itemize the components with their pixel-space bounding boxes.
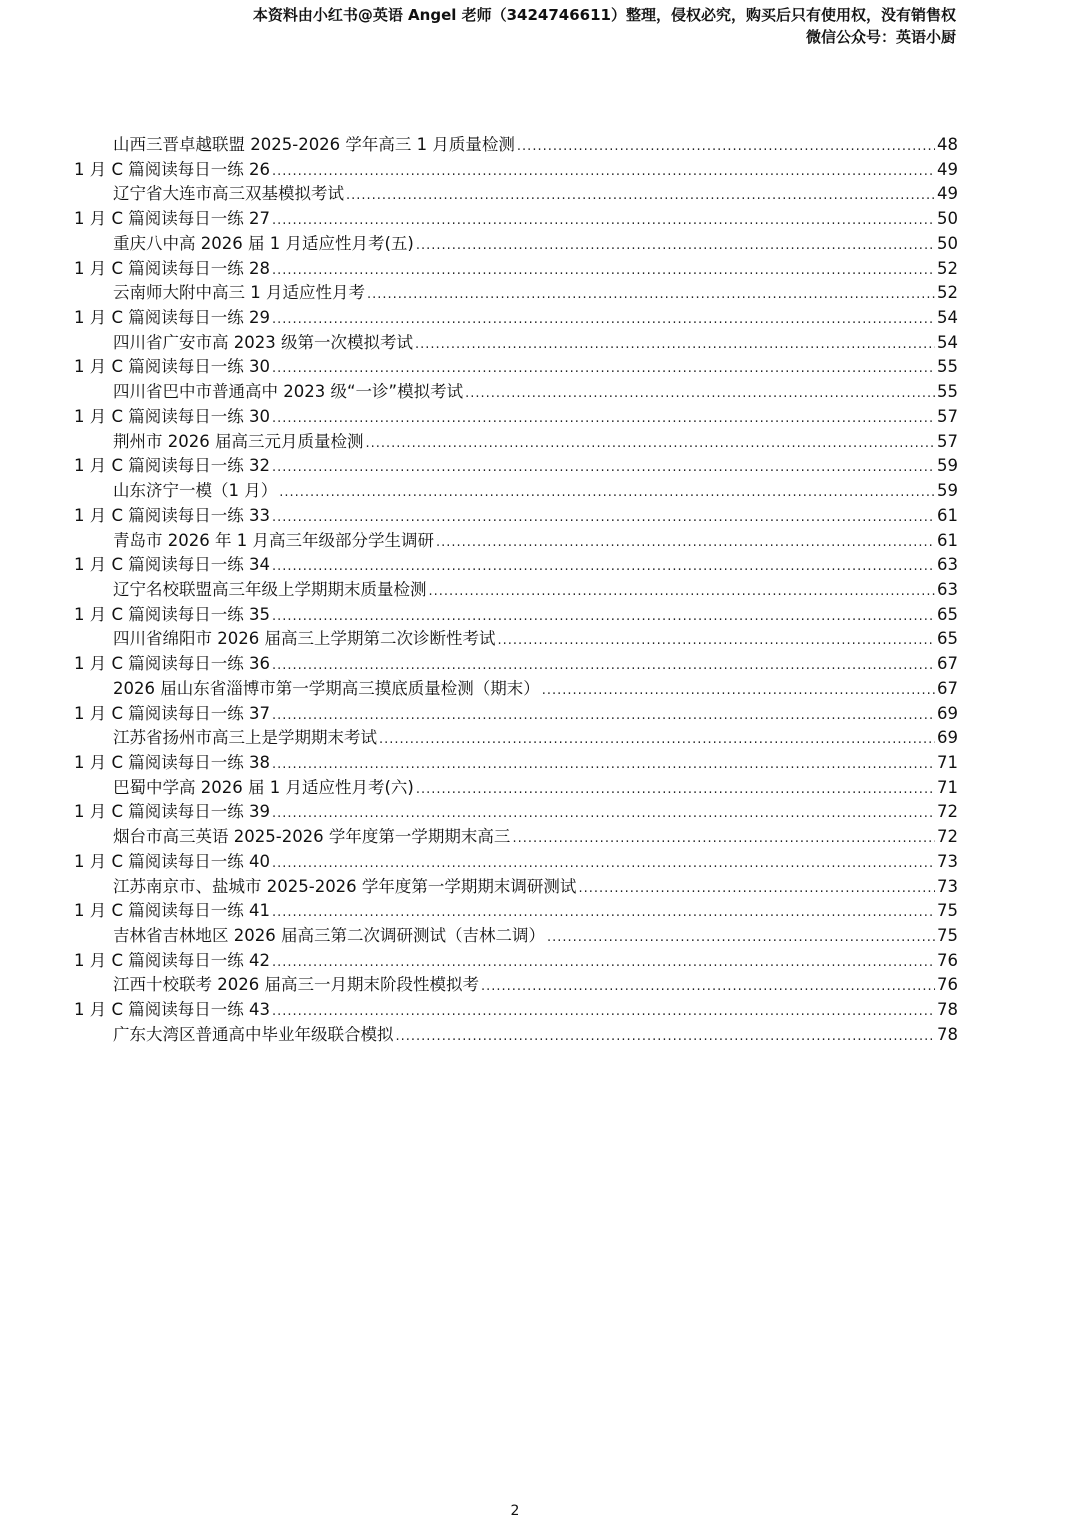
toc-entry-chapter[interactable] xyxy=(74,452,958,477)
toc-entry-section[interactable] xyxy=(74,527,958,552)
toc-dot-leader xyxy=(272,856,935,871)
toc-entry-page: 69 xyxy=(937,703,958,723)
toc-entry-title: 四川省巴中市普通高中 2023 级“一诊”模拟考试 xyxy=(113,382,464,402)
toc-entry-section[interactable] xyxy=(74,230,958,255)
toc-dot-leader xyxy=(272,658,935,673)
toc-dot-leader xyxy=(272,708,935,723)
toc-entry-page: 75 xyxy=(937,926,958,945)
toc-entry-title: 1 月 C 篇阅读每日一练 26 xyxy=(74,159,270,179)
toc-entry-title: 1 月 C 篇阅读每日一练 30 xyxy=(74,406,270,426)
toc-dot-leader xyxy=(272,213,935,228)
toc-dot-leader xyxy=(542,683,935,698)
toc-dot-leader xyxy=(272,411,935,426)
toc-dot-leader xyxy=(272,806,935,821)
toc-entry-title: 辽宁名校联盟高三年级上学期期末质量检测 xyxy=(113,579,427,599)
toc-entry-page: 63 xyxy=(937,555,958,575)
toc-entry-title: 巴蜀中学高 2026 届 1 月适应性月考(六) xyxy=(113,777,414,797)
toc-dot-leader xyxy=(379,732,935,747)
toc-entry-page: 59 xyxy=(937,456,958,476)
toc-entry-chapter[interactable] xyxy=(74,304,958,329)
toc-dot-leader xyxy=(416,238,935,253)
toc-entry-title: 1 月 C 篇阅读每日一练 33 xyxy=(74,505,270,525)
toc-entry-page: 72 xyxy=(937,802,958,822)
toc-entry-page: 57 xyxy=(937,406,958,426)
toc-entry-section[interactable] xyxy=(74,378,958,403)
toc-entry-title: 江苏省扬州市高三上是学期期末考试 xyxy=(113,728,377,748)
toc-dot-leader xyxy=(497,633,935,648)
toc-entry-page: 73 xyxy=(937,876,958,896)
toc-entry-section[interactable] xyxy=(74,823,958,848)
toc-dot-leader xyxy=(436,535,935,550)
toc-entry-page: 54 xyxy=(937,332,958,352)
toc-entry-title: 1 月 C 篇阅读每日一练 30 xyxy=(74,357,270,377)
toc-entry-section[interactable] xyxy=(74,1021,958,1046)
toc-entry-page: 61 xyxy=(937,505,958,525)
toc-entry-title: 2026 届山东省淄博市第一学期高三摸底质量检测（期末） xyxy=(113,678,540,698)
toc-entry-page: 49 xyxy=(937,184,958,204)
toc-dot-leader xyxy=(272,955,935,970)
toc-entry-title: 烟台市高三英语 2025-2026 学年度第一学期期末高三 xyxy=(113,827,511,847)
toc-entry-section[interactable] xyxy=(74,477,958,502)
toc-entry-page: 69 xyxy=(937,728,958,748)
toc-entry-section[interactable] xyxy=(74,131,958,156)
toc-dot-leader xyxy=(415,337,935,352)
toc-entry-chapter[interactable] xyxy=(74,996,958,1021)
toc-entry-page: 78 xyxy=(937,1024,958,1044)
toc-entry-title: 江苏南京市、盐城市 2025-2026 学年度第一学期期末调研测试 xyxy=(113,876,577,896)
toc-dot-leader xyxy=(578,881,935,896)
toc-entry-title: 1 月 C 篇阅读每日一练 40 xyxy=(74,851,270,871)
toc-dot-leader xyxy=(272,559,935,574)
toc-entry-title: 四川省绵阳市 2026 届高三上学期第二次诊断性考试 xyxy=(113,629,496,649)
toc-dot-leader xyxy=(272,361,935,376)
toc-entry-title: 1 月 C 篇阅读每日一练 35 xyxy=(74,604,270,624)
toc-entry-title: 云南师大附中高三 1 月适应性月考 xyxy=(113,283,365,303)
toc-entry-title: 山东济宁一模（1 月） xyxy=(113,481,278,501)
toc-dot-leader xyxy=(272,609,935,624)
toc-entry-chapter[interactable] xyxy=(74,255,958,280)
toc-dot-leader xyxy=(465,386,935,401)
toc-entry-section[interactable] xyxy=(74,180,958,205)
toc-entry-page: 63 xyxy=(937,579,958,599)
toc-entry-title: 1 月 C 篇阅读每日一练 34 xyxy=(74,555,270,575)
toc-dot-leader xyxy=(272,164,935,179)
toc-entry-section[interactable] xyxy=(74,971,958,996)
toc-entry-page: 50 xyxy=(937,233,958,253)
toc-entry-page: 50 xyxy=(937,209,958,229)
toc-dot-leader xyxy=(272,460,935,475)
toc-entry-title: 1 月 C 篇阅读每日一练 41 xyxy=(74,901,270,921)
toc-entry-page: 78 xyxy=(937,1000,958,1020)
page-number: 2 xyxy=(510,1503,520,1519)
toc-dot-leader xyxy=(416,782,935,797)
toc-entry-chapter[interactable] xyxy=(74,551,958,576)
toc-entry-title: 荆州市 2026 届高三元月质量检测 xyxy=(113,431,364,451)
toc-dot-leader xyxy=(272,757,935,772)
toc-entry-chapter[interactable] xyxy=(74,700,958,725)
toc-entry-chapter[interactable] xyxy=(74,353,958,378)
toc-entry-chapter[interactable] xyxy=(74,650,958,675)
toc-entry-page: 59 xyxy=(937,481,958,501)
toc-entry-chapter[interactable] xyxy=(74,798,958,823)
toc-entry-page: 61 xyxy=(937,530,958,550)
toc-dot-leader xyxy=(512,831,935,846)
toc-entry-page: 65 xyxy=(937,629,958,649)
toc-dot-leader xyxy=(279,485,935,500)
toc-entry-page: 67 xyxy=(937,654,958,674)
toc-entry-page: 76 xyxy=(937,950,958,970)
toc-entry-section[interactable] xyxy=(74,279,958,304)
wechat-account: 微信公众号：英语小厨 xyxy=(805,28,956,46)
toc-entry-title: 1 月 C 篇阅读每日一练 28 xyxy=(74,258,270,278)
toc-entry-title: 1 月 C 篇阅读每日一练 43 xyxy=(74,1000,270,1020)
toc-entry-page: 49 xyxy=(937,159,958,179)
toc-dot-leader xyxy=(346,188,935,203)
toc-entry-page: 76 xyxy=(937,975,958,995)
toc-entry-section[interactable] xyxy=(74,724,958,749)
toc-entry-page: 67 xyxy=(937,678,958,698)
toc-entry-chapter[interactable] xyxy=(74,403,958,428)
toc-entry-section[interactable] xyxy=(74,675,958,700)
toc-entry-chapter[interactable] xyxy=(74,897,958,922)
toc-entry-title: 1 月 C 篇阅读每日一练 42 xyxy=(74,950,270,970)
toc-entry-title: 1 月 C 篇阅读每日一练 27 xyxy=(74,209,270,229)
toc-entry-title: 四川省广安市高 2023 级第一次模拟考试 xyxy=(113,332,413,352)
toc-entry-section[interactable] xyxy=(74,329,958,354)
toc-dot-leader xyxy=(272,905,935,920)
toc-entry-page: 65 xyxy=(937,604,958,624)
toc-dot-leader xyxy=(272,312,935,327)
toc-dot-leader xyxy=(272,510,935,525)
toc-entry-title: 1 月 C 篇阅读每日一练 36 xyxy=(74,654,270,674)
toc-entry-page: 48 xyxy=(937,135,958,154)
toc-entry-page: 52 xyxy=(937,258,958,278)
toc-dot-leader xyxy=(272,263,935,278)
toc-entry-section[interactable] xyxy=(74,576,958,601)
toc-entry-section[interactable] xyxy=(74,873,958,898)
toc-dot-leader xyxy=(429,584,936,599)
toc-entry-section[interactable] xyxy=(74,922,958,947)
toc-entry-page: 52 xyxy=(937,283,958,303)
toc-dot-leader xyxy=(365,436,935,451)
toc-entry-title: 辽宁省大连市高三双基模拟考试 xyxy=(113,184,344,204)
toc-entry-chapter[interactable] xyxy=(74,156,958,181)
toc-entry-title: 1 月 C 篇阅读每日一练 29 xyxy=(74,308,270,328)
toc-dot-leader xyxy=(517,139,935,154)
toc-entry-page: 71 xyxy=(937,752,958,772)
toc-entry-page: 71 xyxy=(937,777,958,797)
toc-entry-chapter[interactable] xyxy=(74,502,958,527)
toc-entry-page: 75 xyxy=(937,901,958,921)
toc-entry-page: 73 xyxy=(937,851,958,871)
toc-entry-section[interactable] xyxy=(74,428,958,453)
toc-dot-leader xyxy=(272,1004,935,1019)
toc-entry-page: 55 xyxy=(937,382,958,402)
toc-entry-chapter[interactable] xyxy=(74,601,958,626)
toc-entry-section[interactable] xyxy=(74,774,958,799)
toc-entry-title: 1 月 C 篇阅读每日一练 32 xyxy=(74,456,270,476)
toc-entry-chapter[interactable] xyxy=(74,205,958,230)
toc-entry-title: 1 月 C 篇阅读每日一练 37 xyxy=(74,703,270,723)
toc-entry-title: 吉林省吉林地区 2026 届高三第二次调研测试（吉林二调） xyxy=(113,926,545,945)
toc-entry-title: 江西十校联考 2026 届高三一月期末阶段性模拟考 xyxy=(113,975,479,995)
toc-dot-leader xyxy=(396,1029,936,1044)
toc-entry-page: 57 xyxy=(937,431,958,451)
toc-entry-chapter[interactable] xyxy=(74,848,958,873)
page-header xyxy=(253,4,956,48)
toc-dot-leader xyxy=(367,287,935,302)
toc-entry-title: 山西三晋卓越联盟 2025-2026 学年高三 1 月质量检测 xyxy=(113,135,515,154)
toc-entry-page: 72 xyxy=(937,827,958,847)
toc-dot-leader xyxy=(547,930,935,945)
toc-entry-section[interactable] xyxy=(74,625,958,650)
toc-entry-title: 1 月 C 篇阅读每日一练 38 xyxy=(74,752,270,772)
toc-entry-title: 1 月 C 篇阅读每日一练 39 xyxy=(74,802,270,822)
toc-entry-chapter[interactable] xyxy=(74,947,958,972)
copyright-notice: 本资料由小红书@英语 Angel 老师（3424746611）整理，侵权必究，购买后只有使用权，没有销售权 xyxy=(252,6,956,24)
toc-entry-title: 广东大湾区普通高中毕业年级联合模拟 xyxy=(113,1024,394,1044)
toc-entry-page: 55 xyxy=(937,357,958,377)
toc-entry-page: 54 xyxy=(937,308,958,328)
toc-dot-leader xyxy=(481,979,935,994)
toc-entry-title: 青岛市 2026 年 1 月高三年级部分学生调研 xyxy=(113,530,434,550)
toc-entry-title: 重庆八中高 2026 届 1 月适应性月考(五) xyxy=(113,233,414,253)
table-of-contents xyxy=(74,131,958,1046)
toc-entry-chapter[interactable] xyxy=(74,749,958,774)
